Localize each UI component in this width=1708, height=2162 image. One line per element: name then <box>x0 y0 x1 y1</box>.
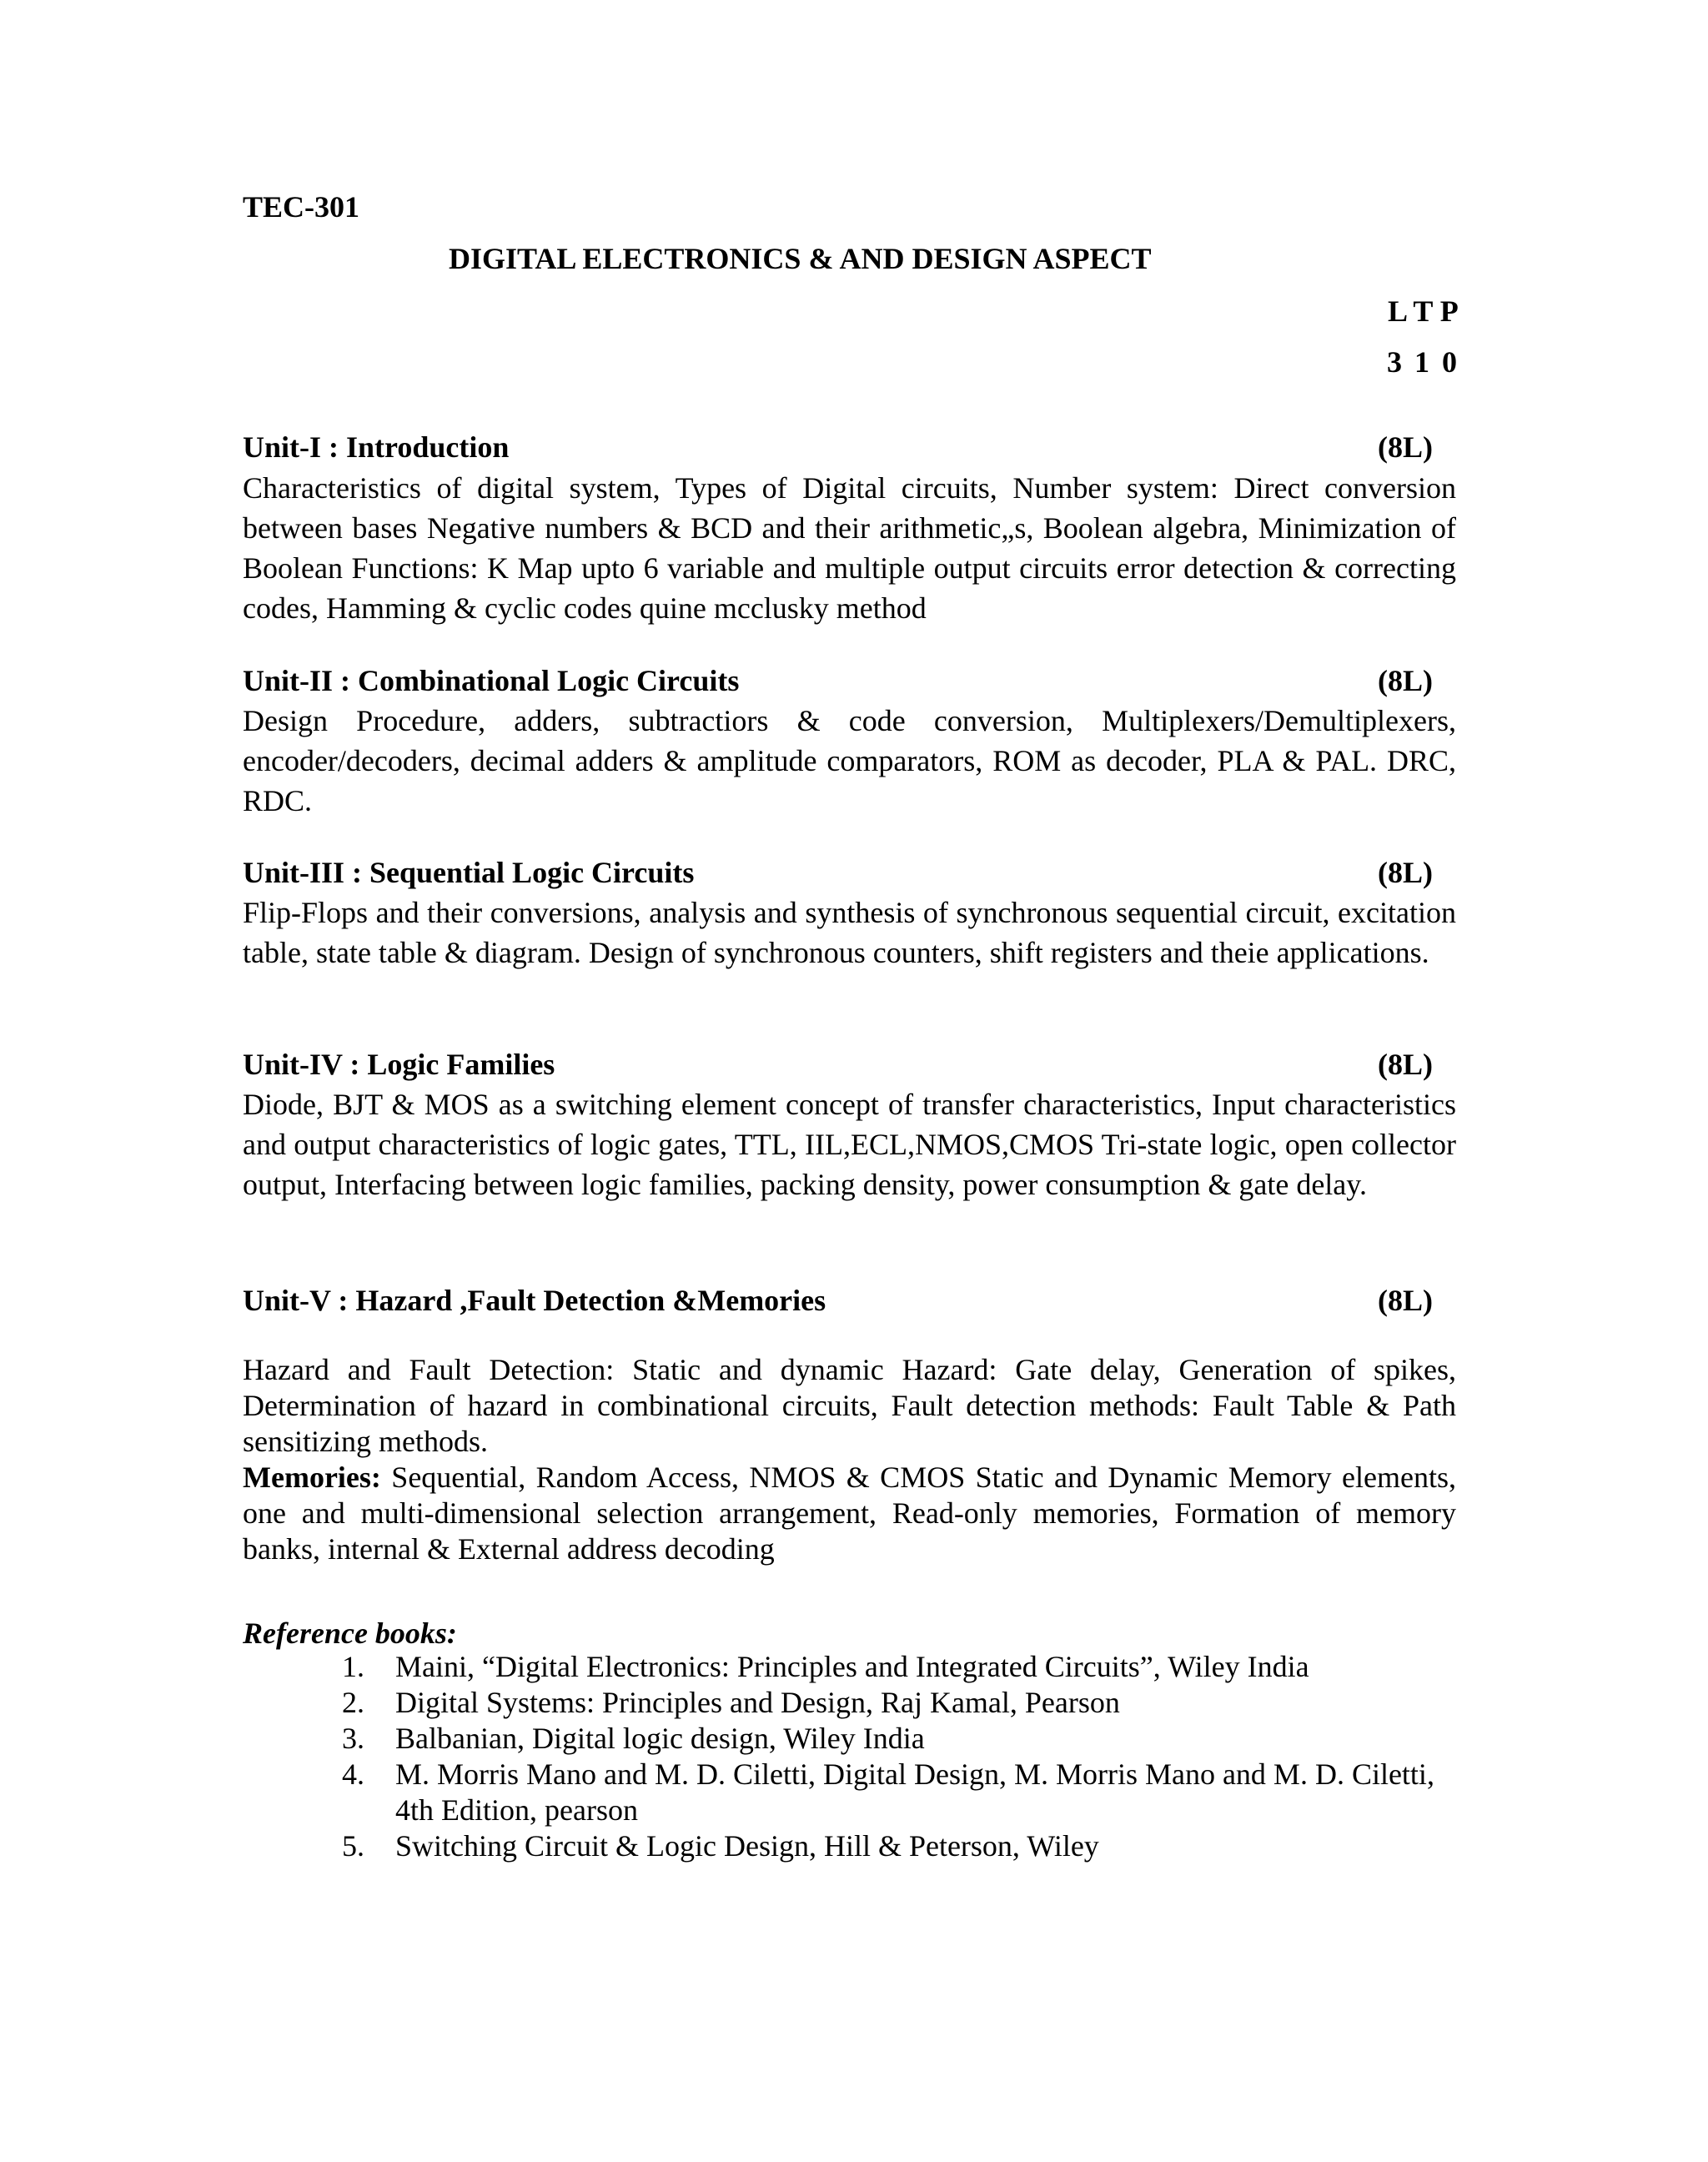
reference-item <box>342 1828 1468 1864</box>
unit-2-hours: (8L) <box>1378 664 1433 697</box>
unit-4-hours: (8L) <box>1378 1048 1433 1081</box>
unit-1-content: Characteristics of digital system, Types of Digital circuits, Number system: Direct conversion between bases Negative numbers & BCD and their arithmetic„s, Boolean algebra, Minimization of Boolean Functions: K Map upto 6 variable and multiple output circuits error detection & correcting codes, Hamming & cyclic codes quine mcclusky method <box>243 471 1456 625</box>
reference-list <box>342 1649 1468 1864</box>
unit-3-title: Unit-III : Sequential Logic Circuits <box>243 856 695 889</box>
reference-text: Digital Systems: Principles and Design, Raj Kamal, Pearson <box>395 1686 1120 1719</box>
reference-number: 1. <box>342 1650 364 1683</box>
reference-item <box>342 1649 1468 1685</box>
reference-text: Balbanian, Digital logic design, Wiley India <box>395 1722 925 1755</box>
memories-paragraph <box>243 1460 1456 1567</box>
unit-4-content: Diode, BJT & MOS as a switching element concept of transfer characteristics, Input characteristics and output characteristics of logic gates, TTL, IIL,ECL,NMOS,CMOS Tri-state logic, open collector output, Interfacing between logic families, packing density, power consumption & gate delay. <box>243 1088 1456 1201</box>
unit-2-title: Unit-II : Combinational Logic Circuits <box>243 664 740 697</box>
unit-5-title: Unit-V : Hazard ,Fault Detection &Memories <box>243 1284 826 1317</box>
unit-5-hours: (8L) <box>1378 1284 1433 1317</box>
reference-books-heading: Reference books: <box>243 1616 457 1650</box>
reference-text: Maini, “Digital Electronics: Principles and Integrated Circuits”, Wiley India <box>395 1650 1309 1683</box>
reference-item <box>342 1757 1468 1828</box>
unit-2-content: Design Procedure, adders, subtractiors & code conversion, Multiplexers/Demultiplexers, encoder/decoders, decimal adders & amplitude comparators, ROM as decoder, PLA & PAL. DRC, RDC. <box>243 704 1456 817</box>
unit-4-title: Unit-IV : Logic Families <box>243 1048 555 1081</box>
unit-5-content: Hazard and Fault Detection: Static and dynamic Hazard: Gate delay, Generation of spikes, Determination of hazard in combinational circuits, Fault detection methods: Fault Table & Path sensitizing methods. <box>243 1353 1456 1458</box>
unit-1-title: Unit-I : Introduction <box>243 430 510 464</box>
ltp-header: L T P <box>1388 294 1459 328</box>
reference-item <box>342 1721 1468 1757</box>
reference-text: M. Morris Mano and M. D. Ciletti, Digital Design, M. Morris Mano and M. D. Ciletti, 4th Edition, pearson <box>395 1757 1434 1827</box>
unit-3-hours: (8L) <box>1378 856 1433 889</box>
reference-item <box>342 1685 1468 1721</box>
memories-label: Memories: <box>243 1461 381 1494</box>
unit-3-content: Flip-Flops and their conversions, analysis and synthesis of synchronous sequential circuit, excitation table, state table & diagram. Design of synchronous counters, shift registers and theie applications. <box>243 896 1456 969</box>
course-title: DIGITAL ELECTRONICS & AND DESIGN ASPECT <box>449 242 1152 275</box>
memories-content: Sequential, Random Access, NMOS & CMOS Static and Dynamic Memory elements, one and multi-dimensional selection arrangement, Read-only memories, Formation of memory banks, internal & External address decoding <box>243 1461 1457 1566</box>
ltp-values: 3 1 0 <box>1387 345 1457 379</box>
reference-number: 4. <box>342 1757 364 1791</box>
reference-number: 3. <box>342 1722 364 1755</box>
unit-1-hours: (8L) <box>1378 430 1433 464</box>
reference-text: Switching Circuit & Logic Design, Hill & Peterson, Wiley <box>395 1829 1099 1863</box>
reference-number: 5. <box>342 1829 364 1863</box>
reference-number: 2. <box>342 1686 364 1719</box>
course-code: TEC-301 <box>243 190 360 224</box>
